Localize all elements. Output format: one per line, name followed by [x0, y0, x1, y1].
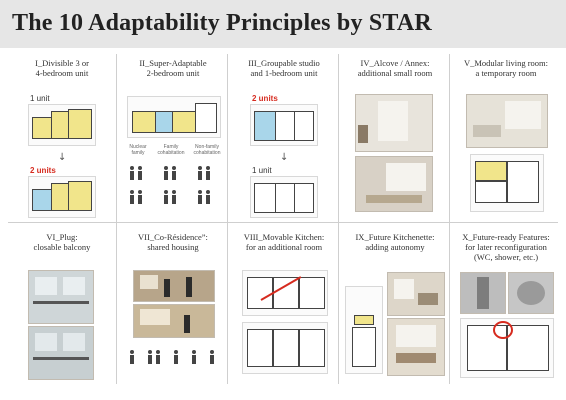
person-icon — [129, 166, 135, 180]
person-icon — [137, 190, 143, 204]
principle-card-4 — [341, 48, 449, 218]
principle-card-10 — [452, 226, 560, 382]
alcove-photo — [355, 156, 433, 212]
fixture-photo — [508, 272, 554, 314]
principle-card-5 — [452, 48, 560, 218]
unit-label: 2 units — [252, 94, 278, 103]
person-icon — [205, 190, 211, 204]
principle-card-8 — [230, 226, 338, 382]
household-label: Family cohabitation — [157, 144, 185, 156]
principle-card-7 — [119, 226, 227, 382]
person-icon — [163, 166, 169, 180]
principle-caption: VI_Plug: closable balcony — [33, 232, 91, 252]
highlight-circle-icon — [493, 321, 513, 339]
person-icon — [129, 350, 135, 364]
balcony-photo — [28, 326, 94, 380]
balcony-photo — [28, 270, 94, 324]
principle-caption: II_Super-Adaptable 2-bedroom unit — [139, 58, 207, 78]
household-label: Nuclear family — [129, 144, 147, 156]
principle-caption: V_Modular living room: a temporary room — [463, 58, 549, 78]
shared-housing-photo — [133, 270, 215, 302]
fixture-photo — [460, 272, 506, 314]
page-title: The 10 Adaptability Principles by STAR — [12, 10, 432, 36]
floor-plan — [28, 176, 96, 218]
living-room-photo — [466, 94, 548, 148]
principle-card-9 — [341, 226, 449, 382]
floor-plan — [250, 104, 318, 146]
person-icon — [209, 350, 215, 364]
principle-card-6 — [8, 226, 116, 382]
floor-plan — [242, 322, 328, 374]
row-divider — [8, 222, 558, 223]
principle-caption: IX_Future Kitchenette: adding autonomy — [355, 232, 435, 252]
unit-label: 1 unit — [252, 166, 272, 175]
kitchenette-photo — [387, 272, 445, 316]
person-icon — [205, 166, 211, 180]
floor-plan — [127, 96, 221, 138]
column-divider — [227, 54, 228, 384]
person-icon — [129, 190, 135, 204]
principle-caption: I_Divisible 3 or 4-bedroom unit — [35, 58, 89, 78]
floor-plan — [460, 318, 554, 378]
unit-label: 1 unit — [30, 94, 50, 103]
floor-plan — [250, 176, 318, 218]
principle-card-2 — [119, 48, 227, 218]
unit-label: 2 units — [30, 166, 56, 175]
person-icon — [171, 190, 177, 204]
down-arrow-icon: ↓ — [280, 152, 289, 163]
shared-housing-photo — [133, 304, 215, 338]
principle-caption: X_Future-ready Features: for later reconfiguration (WC, shower, etc.) — [462, 232, 550, 262]
person-icon — [163, 190, 169, 204]
floor-plan — [345, 286, 383, 374]
person-icon — [171, 166, 177, 180]
person-icon — [173, 350, 179, 364]
kitchenette-photo — [387, 318, 445, 376]
floor-plan — [28, 104, 96, 146]
person-icon — [155, 350, 161, 364]
people-icons — [127, 350, 219, 368]
principle-caption: IV_Alcove / Annex: additional small room — [357, 58, 433, 78]
down-arrow-icon: ↓ — [58, 152, 67, 163]
person-icon — [147, 350, 153, 364]
principle-card-1 — [8, 48, 116, 218]
principle-caption: VIII_Movable Kitchen: for an additional room — [243, 232, 325, 252]
principle-card-3 — [230, 48, 338, 218]
title-bar — [0, 0, 566, 48]
floor-plan — [242, 270, 328, 316]
person-icon — [197, 166, 203, 180]
person-icon — [137, 166, 143, 180]
principle-caption: III_Groupable studio and 1-bedroom unit — [248, 58, 320, 78]
person-icon — [191, 350, 197, 364]
floor-plan — [470, 154, 544, 212]
column-divider — [449, 54, 450, 384]
household-label: Non-family cohabitation — [193, 144, 221, 156]
alcove-photo — [355, 94, 433, 152]
person-icon — [197, 190, 203, 204]
column-divider — [338, 54, 339, 384]
column-divider — [116, 54, 117, 384]
people-icons — [127, 166, 219, 184]
people-icons — [127, 190, 219, 208]
principle-caption: VII_Co-Résidence”: shared housing — [138, 232, 208, 252]
